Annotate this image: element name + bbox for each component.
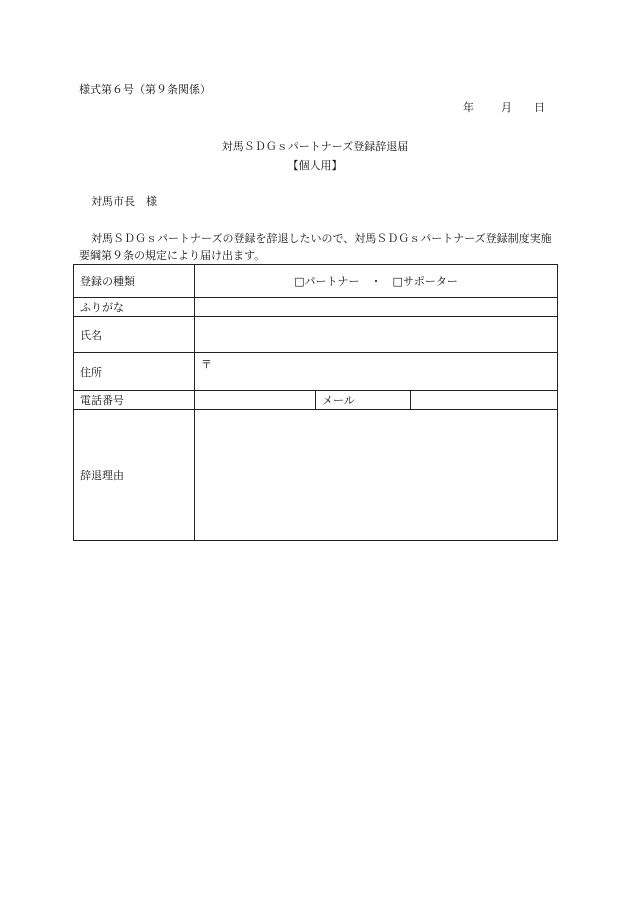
reason-label: 辞退理由 (74, 410, 195, 541)
name-row (74, 317, 558, 353)
reason-row (74, 410, 558, 541)
contact-row (74, 391, 558, 410)
furigana-row (74, 298, 558, 317)
date-day: 日 (534, 101, 545, 114)
form-number: 様式第６号（第９条関係） (79, 83, 211, 96)
phone-label: 電話番号 (74, 391, 195, 410)
phone-field[interactable] (195, 391, 316, 410)
registration-type-row (74, 265, 558, 298)
email-label: メール (316, 391, 411, 410)
email-field[interactable] (411, 391, 558, 410)
address-row (74, 353, 558, 391)
document-title: 対馬ＳＤＧｓパートナーズ登録辞退届 (221, 140, 409, 153)
name-field[interactable] (195, 317, 558, 353)
withdrawal-form-table (73, 264, 558, 541)
date-line (463, 99, 545, 115)
date-year: 年 (463, 101, 474, 114)
name-label: 氏名 (74, 317, 195, 353)
document-subtitle: 【個人用】 (287, 159, 343, 172)
address-field[interactable] (195, 353, 558, 391)
furigana-field[interactable] (195, 298, 558, 317)
furigana-label: ふりがな (74, 298, 195, 317)
address-label: 住所 (74, 353, 195, 391)
addressee: 対馬市長 様 (91, 195, 157, 208)
registration-type-label: 登録の種類 (74, 265, 195, 298)
date-month: 月 (501, 101, 512, 114)
postal-mark: 〒 (201, 358, 212, 371)
body-text: 対馬ＳＤＧｓパートナーズの登録を辞退したいので、対馬ＳＤＧｓパートナーズ登録制度実施要綱第９条の規定により届け出ます。 (79, 232, 552, 262)
reason-field[interactable] (195, 410, 558, 541)
registration-type-options[interactable]: □パートナー ・ □サポーター (195, 265, 558, 298)
